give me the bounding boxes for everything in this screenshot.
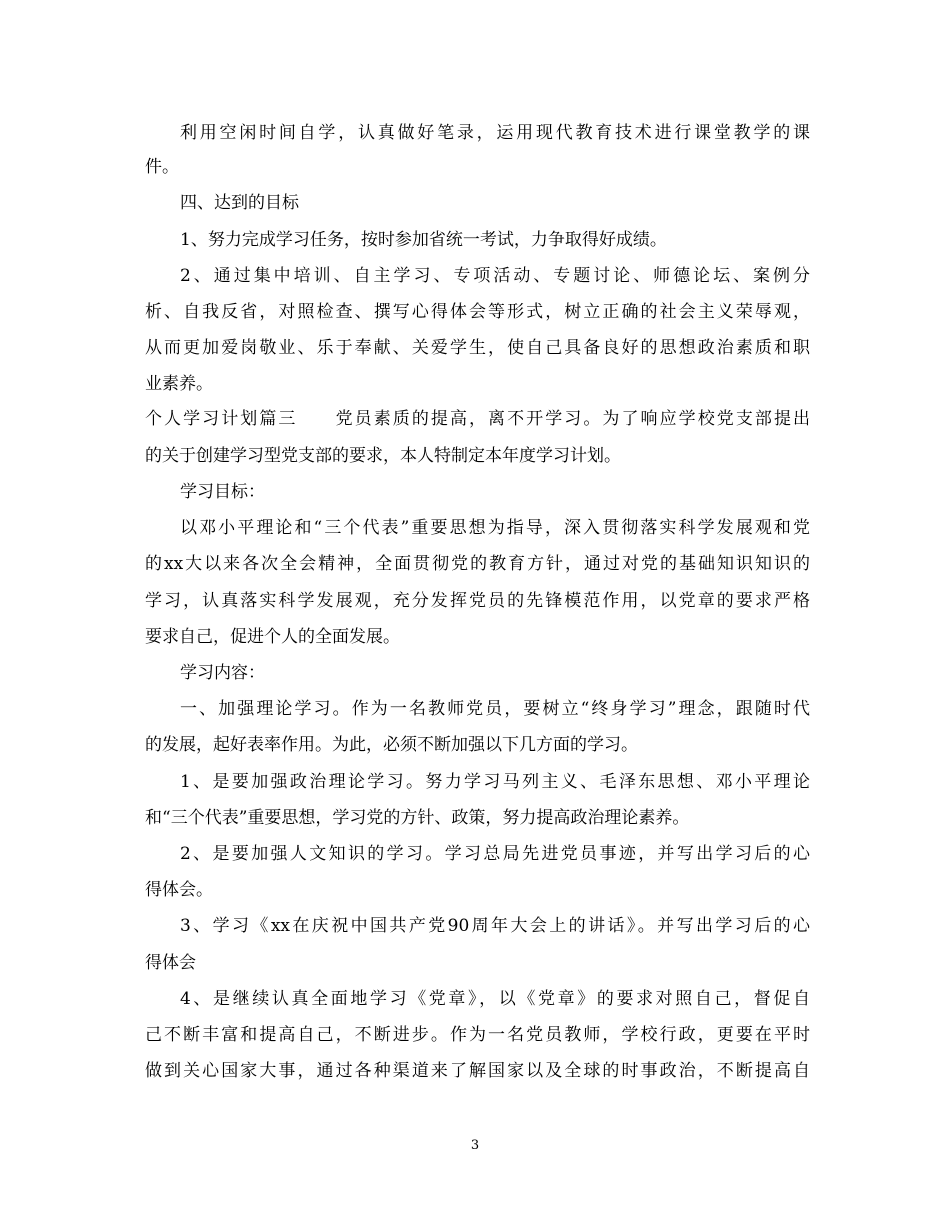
body-text-line: 2、通过集中培训、自主学习、专项活动、专题讨论、师德论坛、案例分 bbox=[180, 266, 810, 286]
body-text-line: 得体会 bbox=[145, 953, 196, 973]
body-text-line: 的发展，起好表率作用。为此，必须不断加强以下几方面的学习。 bbox=[145, 735, 638, 755]
body-text-line: 1、努力完成学习任务，按时参加省统一考试，力争取得好成绩。 bbox=[180, 230, 667, 250]
body-text-line: 的xx大以来各次全会精神，全面贯彻党的教育方针，通过对党的基础知识知识的 bbox=[145, 554, 810, 574]
body-text-line: 要求自己，促进个人的全面发展。 bbox=[145, 627, 400, 647]
page-number: 3 bbox=[470, 1138, 480, 1153]
section-heading: 四、达到的目标 bbox=[180, 193, 299, 213]
body-text-line: 己不断丰富和提高自己，不断进步。作为一名党员教师，学校行政，更要在平时 bbox=[145, 1025, 810, 1045]
body-text-line: 得体会。 bbox=[145, 880, 213, 900]
body-text-line: 以邓小平理论和“三个代表”重要思想为指导，深入贯彻落实科学发展观和党 bbox=[180, 518, 810, 538]
body-text-line: 和“三个代表”重要思想，学习党的方针、政策，努力提高政治理论素养。 bbox=[145, 808, 690, 828]
body-text-line: 1、是要加强政治理论学习。努力学习马列主义、毛泽东思想、邓小平理论 bbox=[180, 772, 810, 792]
body-text-line: 从而更加爱岗敬业、乐于奉献、关爱学生，使自己具备良好的思想政治素质和职 bbox=[145, 338, 810, 358]
subheading: 学习内容： bbox=[180, 663, 265, 683]
body-text-line: 3、学习《xx在庆祝中国共产党90周年大会上的讲话》。并写出学习后的心 bbox=[180, 916, 810, 936]
body-text-line: 的关于创建学习型党支部的要求，本人特制定本年度学习计划。 bbox=[145, 446, 621, 466]
body-text-line: 析、自我反省，对照检查、撰写心得体会等形式，树立正确的社会主义荣辱观， bbox=[145, 302, 810, 322]
body-text-line: 做到关心国家大事，通过各种渠道来了解国家以及全球的时事政治，不断提高自 bbox=[145, 1061, 810, 1081]
body-text-line: 件。 bbox=[145, 157, 179, 177]
body-text-line: 利用空闲时间自学，认真做好笔录，运用现代教育技术进行课堂教学的课 bbox=[180, 123, 810, 143]
body-text-line: 4、是继续认真全面地学习《党章》，以《党章》的要求对照自己，督促自 bbox=[180, 989, 810, 1009]
body-text-line: 一、加强理论学习。作为一名教师党员，要树立“终身学习”理念，跟随时代 bbox=[180, 699, 810, 719]
subheading: 学习目标： bbox=[180, 482, 265, 502]
body-text-line: 2、是要加强人文知识的学习。学习总局先进党员事迹，并写出学习后的心 bbox=[180, 844, 810, 864]
body-text-line: 学习，认真落实科学发展观，充分发挥党员的先锋模范作用，以党章的要求严格 bbox=[145, 591, 810, 611]
section-title-line: 个人学习计划篇三 党员素质的提高，离不开学习。为了响应学校党支部提出 bbox=[145, 409, 810, 429]
body-text-line: 业素养。 bbox=[145, 374, 213, 394]
